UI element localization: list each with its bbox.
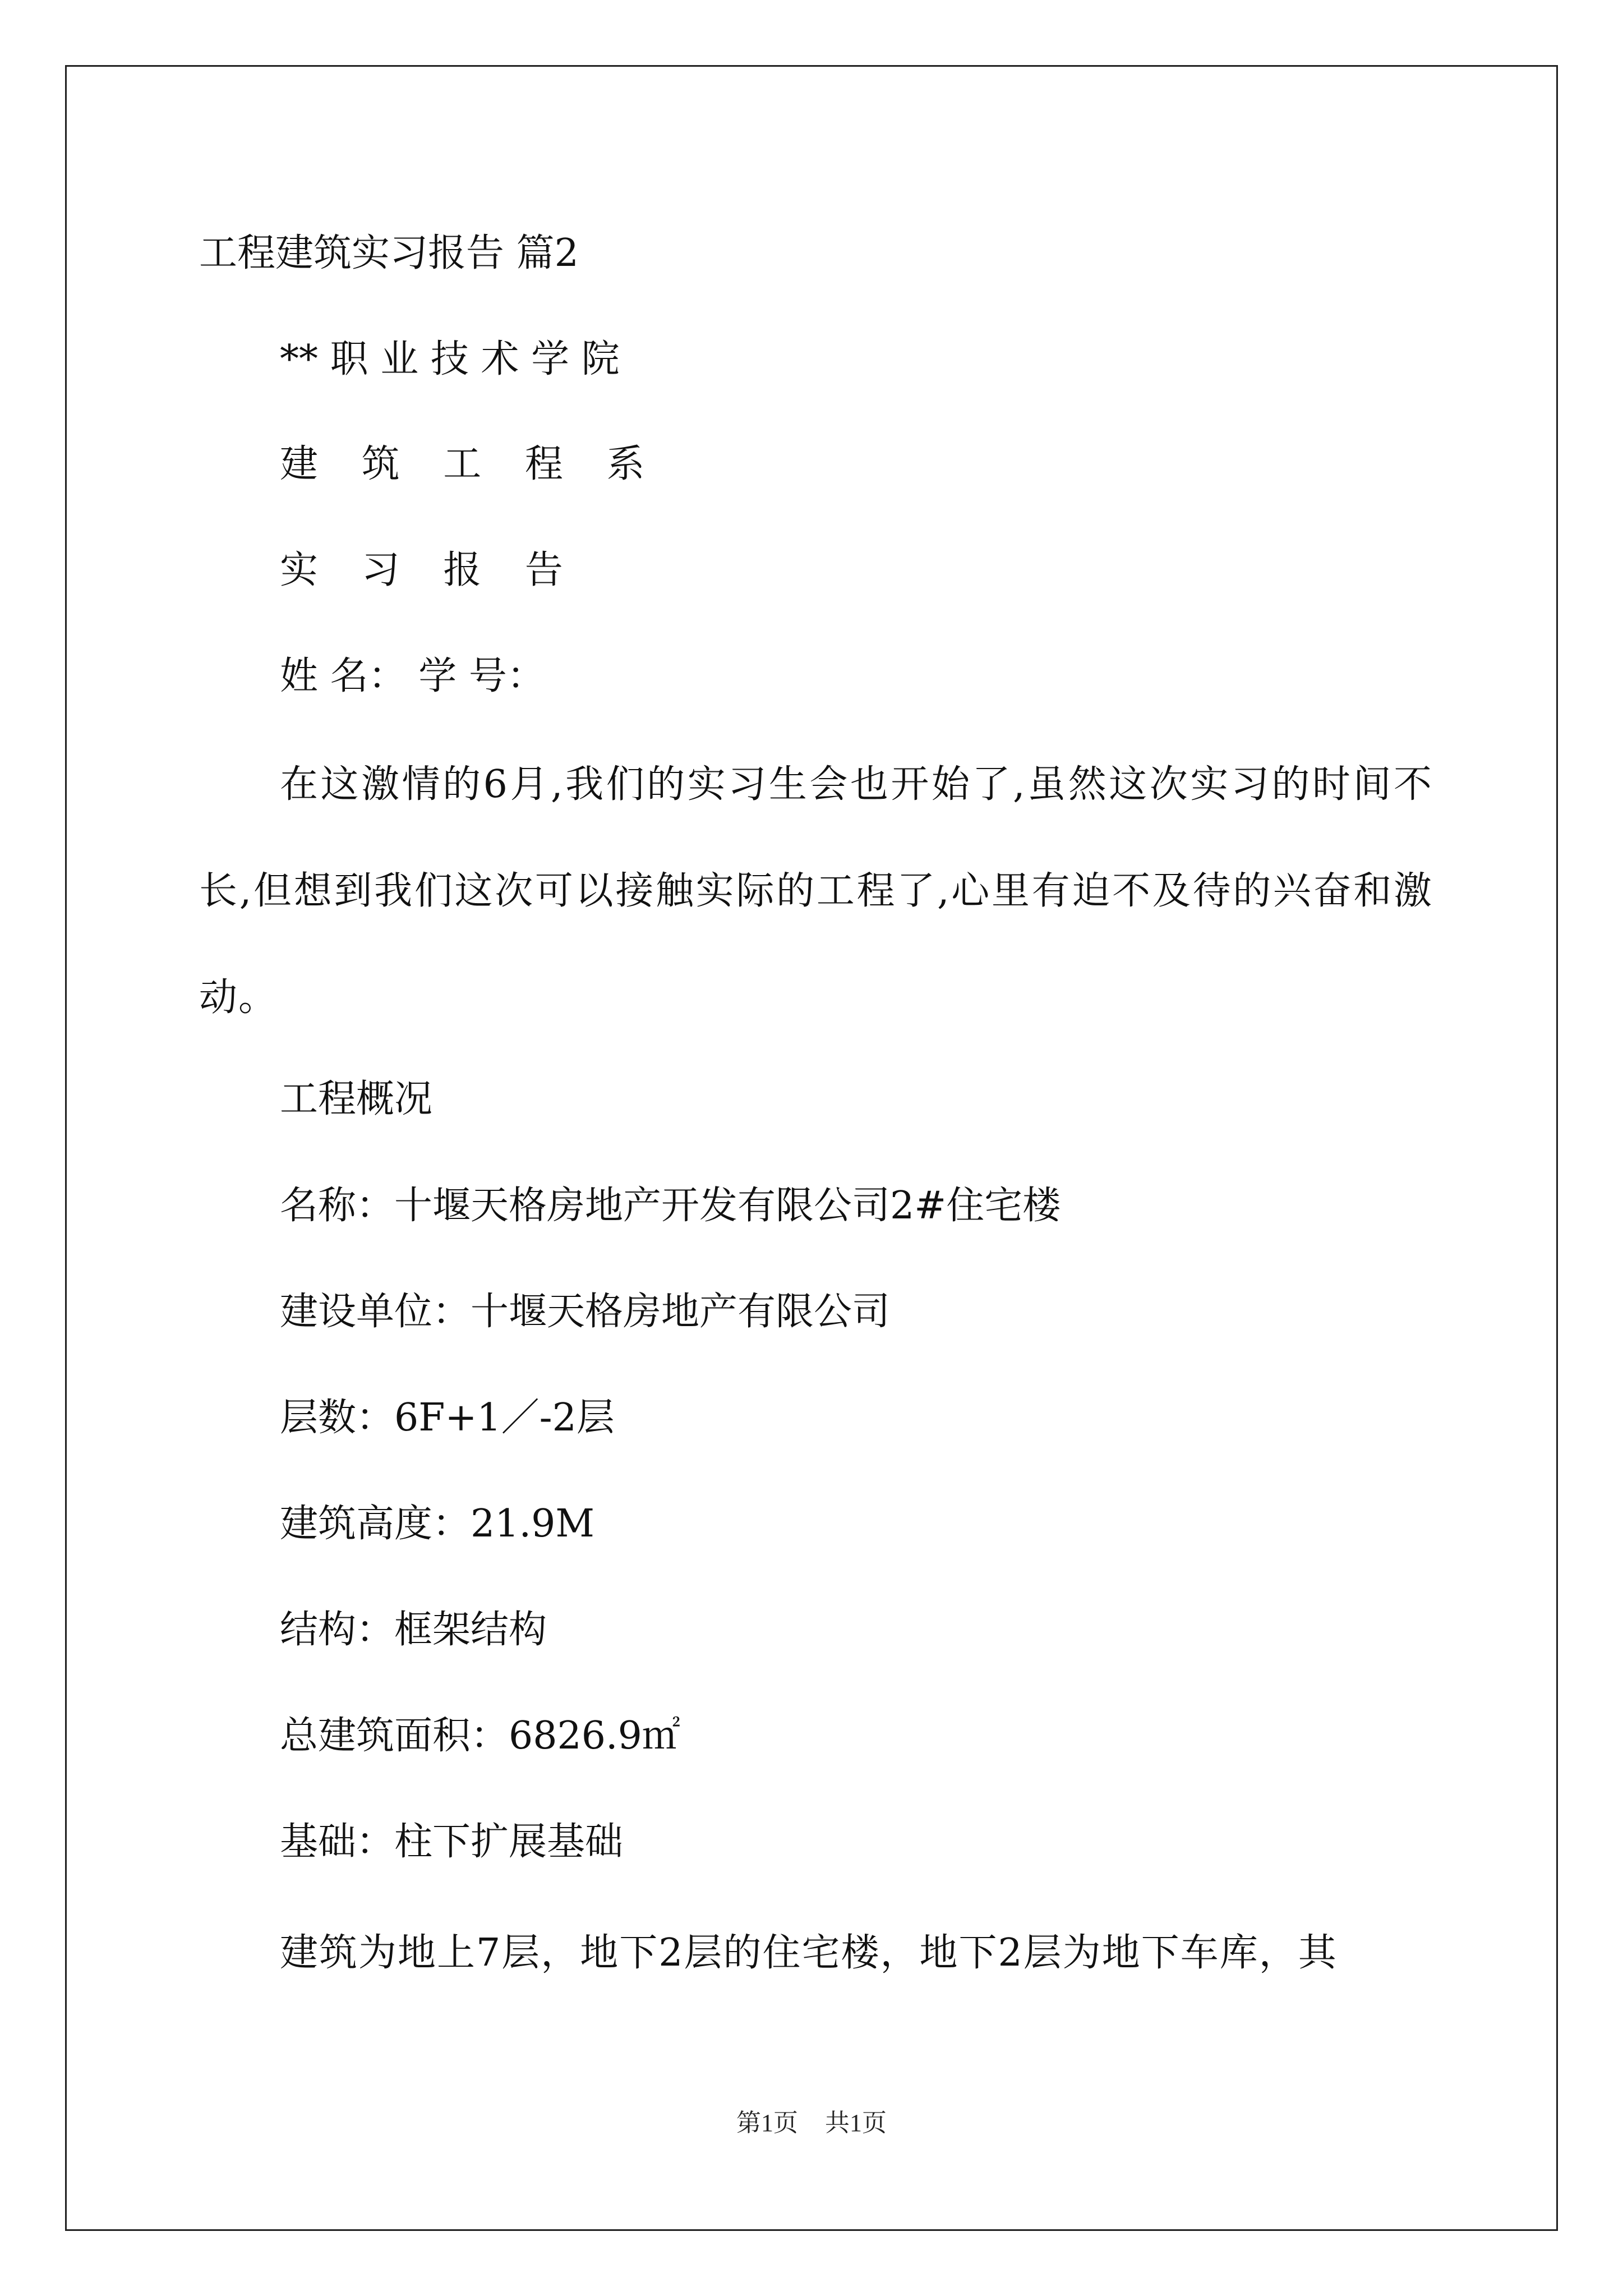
name-id-line: 姓 名： 学 号： [280, 654, 545, 698]
report-heading: 实 习 报 告 [280, 548, 579, 592]
department-name: 建 筑 工 程 系 [280, 442, 661, 486]
school-name: ** 职 业 技 术 学 院 [280, 337, 620, 381]
building-height: 建筑高度：21.9M [280, 1502, 595, 1546]
foundation-type: 基础：柱下扩展基础 [280, 1820, 624, 1864]
structure-type: 结构：框架结构 [280, 1608, 547, 1652]
total-area: 总建筑面积：6826.9㎡ [280, 1714, 680, 1758]
overview-heading: 工程概况 [280, 1077, 433, 1121]
building-description: 建筑为地上7层，地下2层的住宅楼，地下2层为地下车库，其 [280, 1931, 1338, 1975]
document-title: 工程建筑实习报告 篇2 [199, 231, 579, 275]
floor-count: 层数：6F+1／-2层 [280, 1396, 615, 1440]
project-name: 名称：十堰天格房地产开发有限公司2#住宅楼 [280, 1184, 1061, 1228]
page-footer [0, 2106, 1623, 2140]
page-number: 第1页 [736, 2109, 798, 2137]
intro-paragraph: 在这激情的6月,我们的实习生会也开始了,虽然这次实习的时间不长,但想到我们这次可以接触实际的工程了,心里有迫不及待的兴奋和激动。 [199, 762, 1433, 1020]
page-total: 共1页 [825, 2109, 887, 2137]
construction-unit: 建设单位：十堰天格房地产有限公司 [280, 1290, 891, 1334]
